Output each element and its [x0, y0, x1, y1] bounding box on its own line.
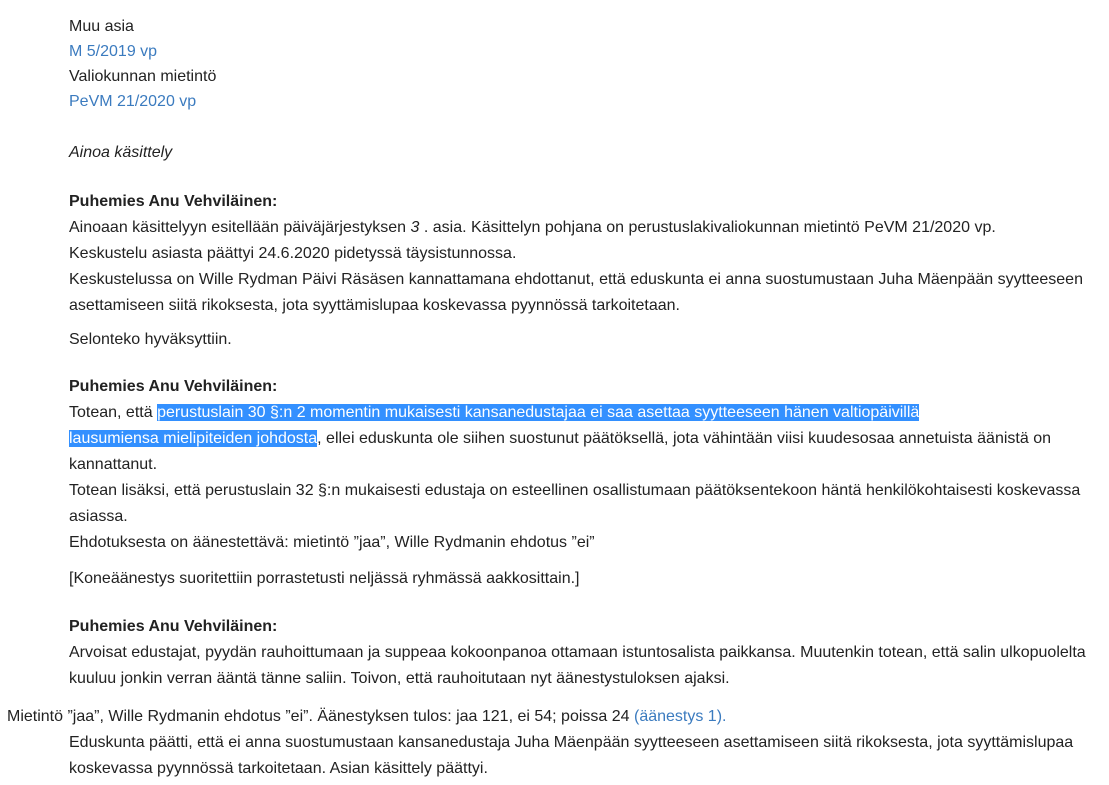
speech-paragraph: Totean, että perustuslain 30 §:n 2 momentin mukaisesti kansanedustajaa ei saa asettaa syytteeseen hänen valtiopäivillä lausumiensa mielipiteiden johdosta, ellei eduskunta ole siihen suostunut päätöksellä, jota vähintään viisi kuudesosaa annetuista äänistä on kannattanut.: [69, 404, 1051, 473]
speech-paragraph: Totean lisäksi, että perustuslain 32 §:n mukaisesti edustaja on esteellinen osallistumaan päätöksentekoon häntä henkilökohtaisesti koskevassa asiassa.: [69, 482, 1081, 525]
speech-paragraph: Arvoisat edustajat, pyydän rauhoittumaan ja suppeaa kokoonpanoa ottamaan istuntosalista paikkansa. Muutenkin totean, että salin ulkopuolelta kuuluu jonkin verran ääntä tänne saliin. Toivon, että rauhoitutaan nyt äänestystuloksen ajaksi.: [69, 644, 1086, 687]
decision-text: Eduskunta päätti, että ei anna suostumustaan kansanedustaja Juha Mäenpään syytteeseen asettamiseen siitä rikoksesta, jota syyttämislupaa koskevassa pyynnössä tarkoitetaan. Asian käsittely päättyi.: [69, 734, 1074, 777]
selected-text: lausumiensa mielipiteiden johdosta: [69, 430, 318, 447]
speaker-name: Puhemies Anu Vehviläinen:: [69, 618, 278, 635]
vote-result-text: Mietintö ”jaa”, Wille Rydmanin ehdotus ”ei”. Äänestyksen tulos: jaa 121, ei 54; poissa 24: [7, 708, 634, 725]
decision: [69, 730, 1099, 782]
speech-note: [Koneäänestys suoritettiin porrastetusti neljässä ryhmässä aakkosittain.]: [69, 570, 580, 587]
other-matter-label: Muu asia: [69, 18, 134, 35]
speech-paragraph: Selonteko hyväksyttiin.: [69, 331, 232, 348]
speech-paragraph: Keskustelussa on Wille Rydman Päivi Räsäsen kannattamana ehdottanut, että eduskunta ei anna suostumustaan Juha Mäenpään syytteeseen asettamiseen siitä rikoksesta, jota syyttämislupaa koskevassa pyynnössä tarkoitetaan.: [69, 271, 1083, 314]
meta-section: [69, 14, 1099, 114]
speech-2: [69, 374, 1099, 592]
reading-label: Ainoa käsittely: [69, 144, 173, 161]
report-link[interactable]: PeVM 21/2020 vp: [69, 93, 197, 110]
speech-1: [69, 189, 1099, 353]
speaker-name: Puhemies Anu Vehviläinen:: [69, 378, 278, 395]
speaker-name: Puhemies Anu Vehviläinen:: [69, 193, 278, 210]
speech-3: [69, 614, 1099, 692]
selected-text: perustuslain 30 §:n 2 momentin mukaisesti kansanedustajaa ei saa asettaa syytteeseen hänen valtiopäivillä: [157, 404, 920, 421]
report-label: Valiokunnan mietintö: [69, 68, 217, 85]
vote-link[interactable]: (äänestys 1).: [633, 708, 727, 725]
vote-result: [7, 705, 726, 729]
speech-paragraph: Ehdotuksesta on äänestettävä: mietintö ”jaa”, Wille Rydmanin ehdotus ”ei”: [69, 534, 595, 551]
speech-paragraph: Ainoaan käsittelyyn esitellään päiväjärjestyksen 3 . asia. Käsittelyn pohjana on perustuslakivaliokunnan mietintö PeVM 21/2020 vp. Keskustelu asiasta päättyi 24.6.2020 pidetyssä täysistunnossa.: [69, 219, 996, 262]
other-matter-link[interactable]: M 5/2019 vp: [69, 43, 158, 60]
